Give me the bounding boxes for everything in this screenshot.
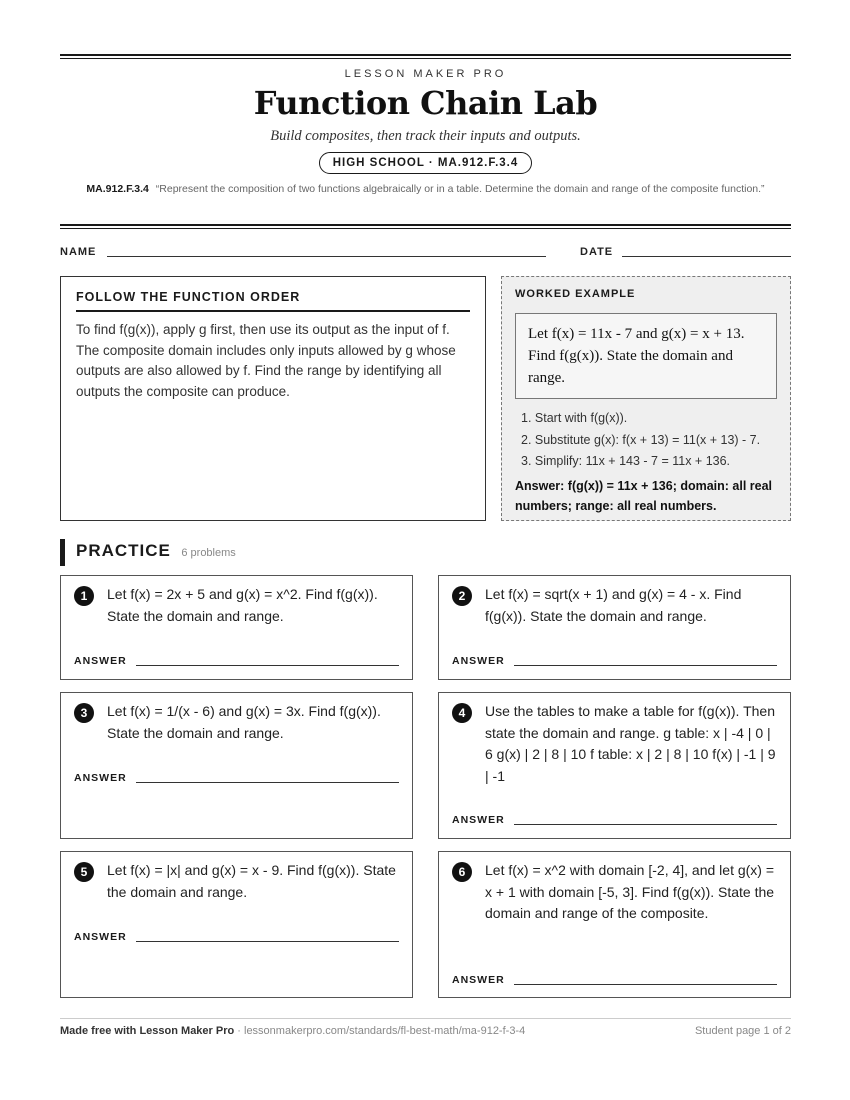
- worked-step: 2. Substitute g(x): f(x + 13) = 11(x + 13) - 7.: [521, 432, 761, 447]
- practice-count: 6 problems: [181, 547, 236, 559]
- worked-example-heading: WORKED EXAMPLE: [515, 288, 636, 300]
- problem-card-1: [60, 575, 413, 680]
- explanation-box: [60, 276, 486, 521]
- name-field[interactable]: [107, 256, 546, 257]
- problem-card-4: [438, 692, 791, 839]
- footer-page-number: Student page 1 of 2: [694, 1025, 791, 1037]
- answer-field[interactable]: [136, 941, 399, 942]
- footer-credit: [60, 1025, 525, 1037]
- answer-label: ANSWER: [74, 655, 127, 667]
- worksheet-page: [60, 0, 791, 1100]
- answer-field[interactable]: [514, 665, 777, 666]
- grade-standard-badge: HIGH SCHOOL · MA.912.F.3.4: [319, 152, 533, 174]
- date-field[interactable]: [622, 256, 791, 257]
- problem-text: Let f(x) = 1/(x - 6) and g(x) = 3x. Find f(g(x)). State the domain and range.: [107, 703, 381, 741]
- worked-step: 3. Simplify: 11x + 143 - 7 = 11x + 136.: [521, 454, 731, 468]
- answer-label: ANSWER: [452, 974, 505, 986]
- problem-text: Use the tables to make a table for f(g(x)). Then state the domain and range. g table: x | -4 | 0 | 6 g(x) | 2 | 8 | 10 f table: x | 2 | 8 | 10 f(x) | -1 | 9 | -1: [485, 703, 776, 784]
- page-title: Function Chain Lab: [253, 84, 598, 122]
- answer-field[interactable]: [514, 824, 777, 825]
- practice-heading: [60, 539, 236, 566]
- problem-card-3: [60, 692, 413, 839]
- page-subtitle: Build composites, then track their inputs and outputs.: [270, 128, 581, 144]
- problem-card-6: [438, 851, 791, 998]
- worked-example-box: [501, 276, 791, 521]
- answer-field[interactable]: [136, 665, 399, 666]
- header-top-rule: [60, 54, 791, 59]
- footer-url[interactable]: · lessonmakerpro.com/standards/fl-best-math/ma-912-f-3-4: [234, 1025, 526, 1037]
- practice-title: PRACTICE: [76, 541, 171, 560]
- worked-example-answer: Answer: f(g(x)) = 11x + 136; domain: all real numbers; range: all real numbers.: [515, 478, 773, 513]
- standard-text: “Represent the composition of two functions algebraically or in a table. Determine the domain and range of the composite function.”: [155, 183, 765, 195]
- worked-example-problem: Let f(x) = 11x - 7 and g(x) = x + 13. Find f(g(x)). State the domain and range.: [515, 313, 777, 399]
- problem-text: Let f(x) = x^2 with domain [-2, 4], and let g(x) = x + 1 with domain [-5, 3]. Find f(g(x)). State the domain and range of the composite.: [485, 862, 775, 921]
- problem-text: Let f(x) = sqrt(x + 1) and g(x) = 4 - x. Find f(g(x)). State the domain and range.: [485, 586, 742, 624]
- answer-label: ANSWER: [74, 931, 127, 943]
- header-bottom-rule: [60, 224, 791, 229]
- answer-field[interactable]: [136, 782, 399, 783]
- problem-text: Let f(x) = 2x + 5 and g(x) = x^2. Find f(g(x)). State the domain and range.: [107, 586, 378, 624]
- problem-card-5: [60, 851, 413, 998]
- footer-rule: [60, 1018, 791, 1019]
- badge-container: [60, 152, 791, 174]
- problem-number: 3: [74, 703, 94, 723]
- explanation-body: To find f(g(x)), apply g first, then use its output as the input of f. The composite domain includes only inputs allowed by g whose outputs are also allowed by f. Find the range by identifying all outputs the composite can produce.: [76, 322, 456, 399]
- problem-number: 5: [74, 862, 94, 882]
- answer-label: ANSWER: [452, 655, 505, 667]
- explanation-heading: FOLLOW THE FUNCTION ORDER: [76, 290, 470, 312]
- answer-field[interactable]: [514, 984, 777, 985]
- standard-code: MA.912.F.3.4: [86, 183, 149, 195]
- worked-example-steps: [515, 408, 777, 473]
- name-label: NAME: [60, 246, 97, 258]
- problem-number: 6: [452, 862, 472, 882]
- worked-step: 1. Start with f(g(x)).: [521, 411, 628, 425]
- brand-name: LESSON MAKER PRO: [344, 68, 507, 80]
- date-label: DATE: [580, 246, 614, 258]
- problem-number: 1: [74, 586, 94, 606]
- answer-label: ANSWER: [74, 772, 127, 784]
- standard-description: [72, 181, 779, 197]
- problem-number: 2: [452, 586, 472, 606]
- problem-number: 4: [452, 703, 472, 723]
- footer-made-with: Made free with Lesson Maker Pro: [60, 1025, 235, 1037]
- problem-text: Let f(x) = |x| and g(x) = x - 9. Find f(g(x)). State the domain and range.: [107, 862, 396, 900]
- problem-card-2: [438, 575, 791, 680]
- answer-label: ANSWER: [452, 814, 505, 826]
